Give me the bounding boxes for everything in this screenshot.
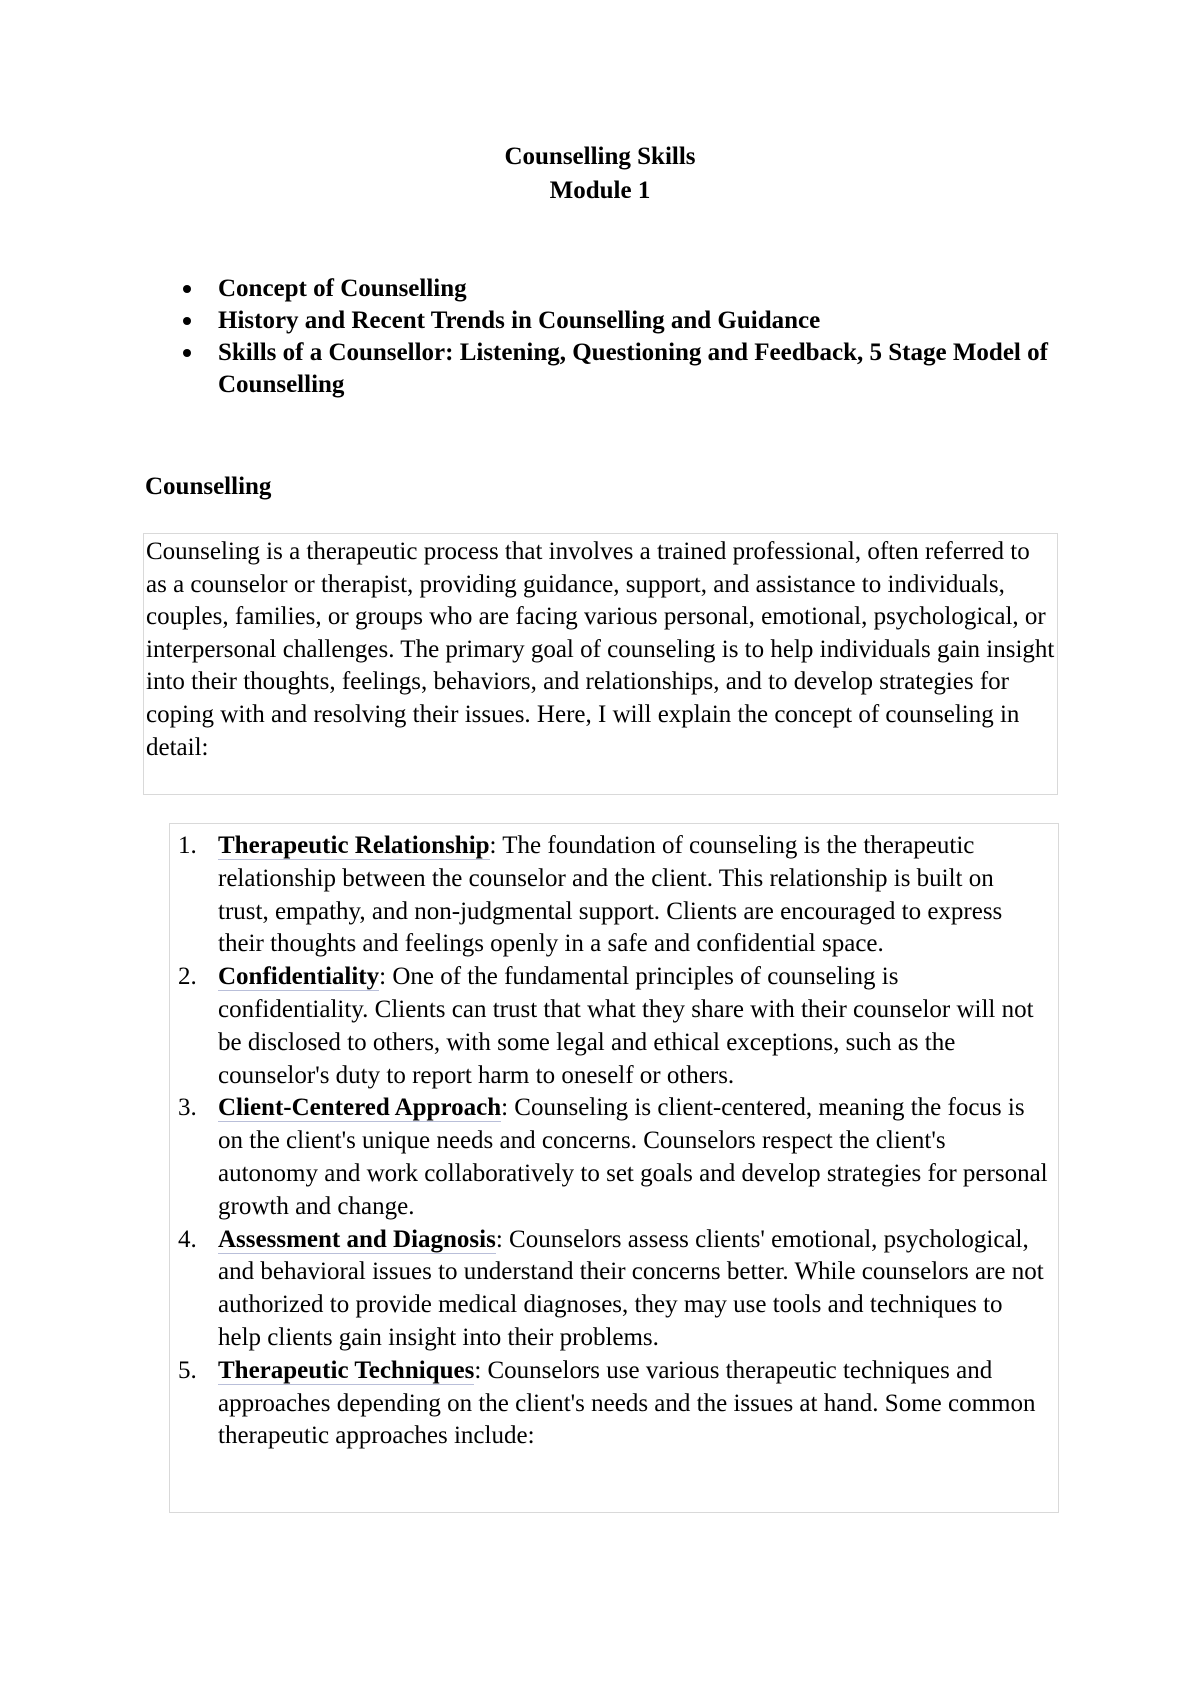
- concept-term: Therapeutic Relationship: [218, 832, 490, 859]
- document-subtitle: Module 1: [549, 177, 651, 204]
- concept-number: 1.: [178, 832, 197, 859]
- concept-item: [170, 1224, 1050, 1355]
- concept-text: : One of the fundamental principles of counseling is confidentiality. Clients can trust that what they share with their counselor will not be disclosed to others, with some legal and ethical exceptions, such as the counselor's duty to report harm to oneself or others.: [218, 963, 1034, 1089]
- intro-paragraph: Counseling is a therapeutic process that involves a trained professional, often referred to as a counselor or therapist, providing guidance, support, and assistance to individuals, couples, families, or groups who are facing various personal, emotional, psychological, or interpersonal challenges. The primary goal of counseling is to help individuals gain insight into their thoughts, feelings, behaviors, and relationships, and to develop strategies for coping with and resolving their issues. Here, I will explain the concept of counseling in detail:: [143, 533, 1058, 795]
- concept-number: 5.: [178, 1356, 197, 1384]
- concept-text: : Counselors assess clients' emotional, psychological, and behavioral issues to understand their concerns better. While counselors are not authorized to provide medical diagnoses, they may use tools and techniques to help clients gain insight into their problems.: [218, 1225, 1044, 1351]
- concept-text: : Counseling is client-centered, meaning the focus is on the client's unique needs and concerns. Counselors respect the client's autonomy and work collaboratively to set goals and develop strategies for personal growth and change.: [218, 1094, 1048, 1220]
- concept-list: [170, 830, 1050, 1453]
- concept-number: 2.: [178, 963, 197, 991]
- concept-item: [170, 1092, 1050, 1223]
- bullet-icon: [183, 317, 191, 325]
- concept-number: 3.: [178, 1094, 197, 1122]
- topic-item: [183, 273, 1083, 305]
- concepts-box: [169, 823, 1059, 1513]
- concept-item: [170, 830, 1050, 961]
- concept-text: : The foundation of counseling is the therapeutic relationship between the counselor and the client. This relationship is built on trust, empathy, and non-judgmental support. Clients are encouraged to express their thoughts and feelings openly in a safe and confidential space.: [218, 832, 1003, 958]
- concept-number: 4.: [178, 1225, 197, 1253]
- concept-item: [170, 961, 1050, 1092]
- concept-text: : Counselors use various therapeutic techniques and approaches depending on the client's needs and the issues at hand. Some common therapeutic approaches include:: [218, 1356, 1036, 1450]
- topic-item: [183, 337, 1083, 401]
- bullet-icon: [183, 285, 191, 293]
- document-title: Counselling Skills: [504, 143, 696, 170]
- topic-item: [183, 305, 1083, 337]
- concept-term: Confidentiality: [218, 963, 380, 991]
- concept-term: Client-Centered Approach: [218, 1094, 502, 1122]
- topic-list: [183, 273, 1083, 401]
- concept-term: Therapeutic Techniques: [218, 1356, 475, 1384]
- topic-text: History and Recent Trends in Counselling and Guidance: [218, 307, 821, 334]
- topic-text: Concept of Counselling: [218, 275, 467, 302]
- concept-term: Assessment and Diagnosis: [218, 1225, 496, 1253]
- title-block: [0, 140, 1200, 208]
- bullet-icon: [183, 349, 191, 357]
- concept-item: [170, 1355, 1050, 1453]
- section-heading: Counselling: [145, 473, 272, 500]
- topic-text: Skills of a Counsellor: Listening, Questioning and Feedback, 5 Stage Model of Counselling: [218, 339, 1048, 398]
